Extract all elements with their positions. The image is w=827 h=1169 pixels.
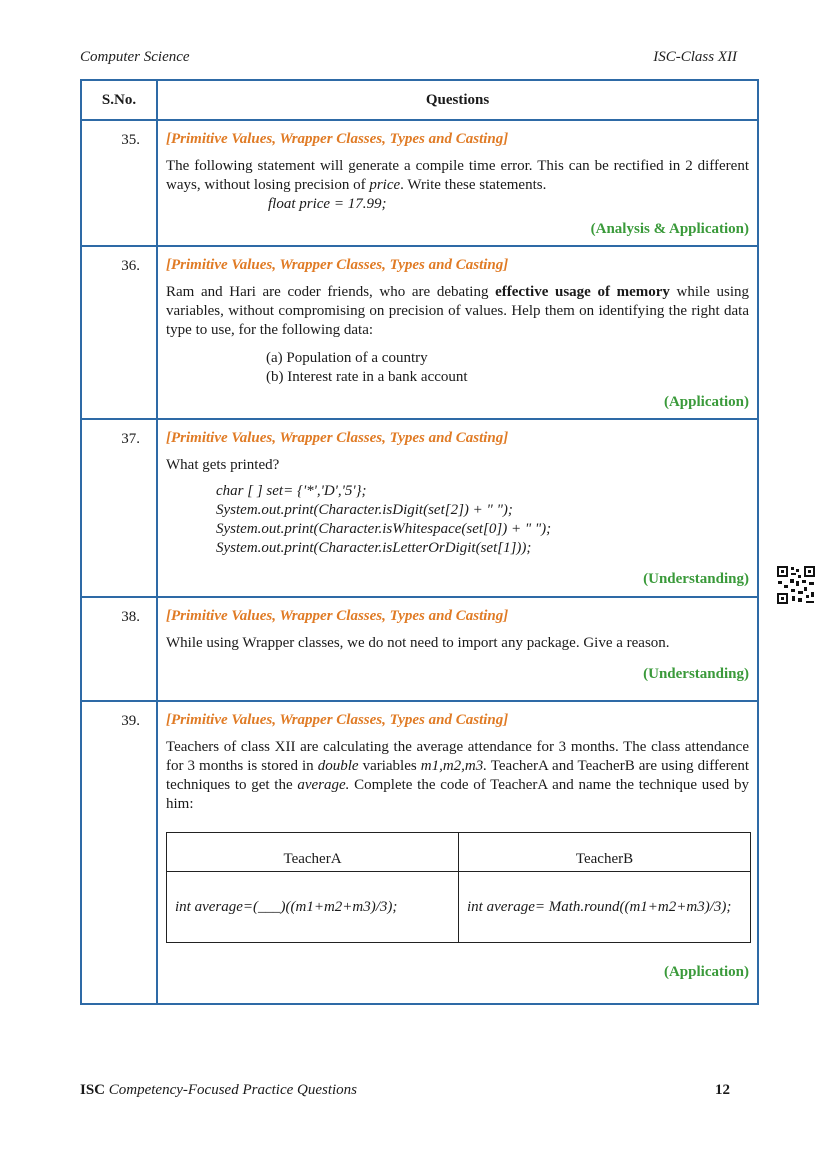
cognitive-level: (Understanding) [643, 666, 749, 682]
teacher-a-header: TeacherA [167, 833, 459, 872]
cognitive-level: (Understanding) [643, 571, 749, 587]
question-row-38 [81, 597, 758, 701]
cognitive-level: (Analysis & Application) [590, 221, 749, 237]
teacher-a-code: int average=(___)((m1+m2+m3)/3); [167, 872, 459, 943]
question-text: Ram and Hari are coder friends, who are debating effective usage of memory while using variables, without compromising on precision of values. Help them on identifying the right data type to use, for the following data: [166, 284, 749, 338]
header-class: ISC-Class XII [653, 49, 737, 65]
cognitive-level: (Application) [663, 964, 749, 980]
topic-label: [Primitive Values, Wrapper Classes, Types and Casting] [166, 430, 509, 446]
teacher-b-header: TeacherB [459, 833, 751, 872]
question-content [157, 419, 758, 597]
question-content [157, 246, 758, 419]
questions-table [80, 79, 759, 1005]
question-number: 37. [81, 419, 157, 597]
question-content [157, 701, 758, 1004]
question-row-39 [81, 701, 758, 1004]
question-row-35 [81, 120, 758, 246]
header-subject: Computer Science [80, 49, 190, 65]
cognitive-level: (Application) [663, 394, 749, 410]
question-text: The following statement will generate a compile time error. This can be rectified in 2 different ways, without losing precision of price. Write these statements. [166, 158, 749, 193]
footer-title: ISC Competency-Focused Practice Questions [80, 1082, 358, 1098]
column-header-questions: Questions [157, 80, 758, 120]
question-text: While using Wrapper classes, we do not need to import any package. Give a reason. [166, 635, 670, 651]
teacher-b-code: int average= Math.round((m1+m2+m3)/3); [459, 872, 751, 943]
topic-label: [Primitive Values, Wrapper Classes, Types and Casting] [166, 131, 509, 147]
question-content [157, 120, 758, 246]
code-line: System.out.print(Character.isWhitespace(set[0]) + " "); [216, 521, 552, 537]
question-number: 36. [81, 246, 157, 419]
column-header-sno: S.No. [81, 80, 157, 120]
qr-code-icon [776, 565, 816, 605]
list-item: (a) Population of a country [266, 350, 428, 366]
topic-label: [Primitive Values, Wrapper Classes, Types and Casting] [166, 712, 509, 728]
question-number: 35. [81, 120, 157, 246]
question-row-36 [81, 246, 758, 419]
question-number: 38. [81, 597, 157, 701]
page-number: 12 [715, 1082, 730, 1098]
question-text: Teachers of class XII are calculating the average attendance for 3 months. The class attendance for 3 months is stored in double variables m1,m2,m3. TeacherA and TeacherB are using different techniques to get the average. Complete the code of TeacherA and name the technique used by him: [166, 739, 750, 812]
question-text: What gets printed? [166, 457, 280, 473]
code-line: char [ ] set= {'*','D','5'}; [216, 483, 367, 499]
topic-label: [Primitive Values, Wrapper Classes, Types and Casting] [166, 608, 509, 624]
code-line: float price = 17.99; [268, 196, 387, 212]
question-content [157, 597, 758, 701]
code-line: System.out.print(Character.isDigit(set[2]) + " "); [216, 502, 513, 518]
code-line: System.out.print(Character.isLetterOrDigit(set[1])); [216, 540, 532, 556]
list-item: (b) Interest rate in a bank account [266, 369, 468, 385]
teacher-code-table [166, 832, 751, 943]
topic-label: [Primitive Values, Wrapper Classes, Types and Casting] [166, 257, 509, 273]
question-number: 39. [81, 701, 157, 1004]
question-row-37 [81, 419, 758, 597]
